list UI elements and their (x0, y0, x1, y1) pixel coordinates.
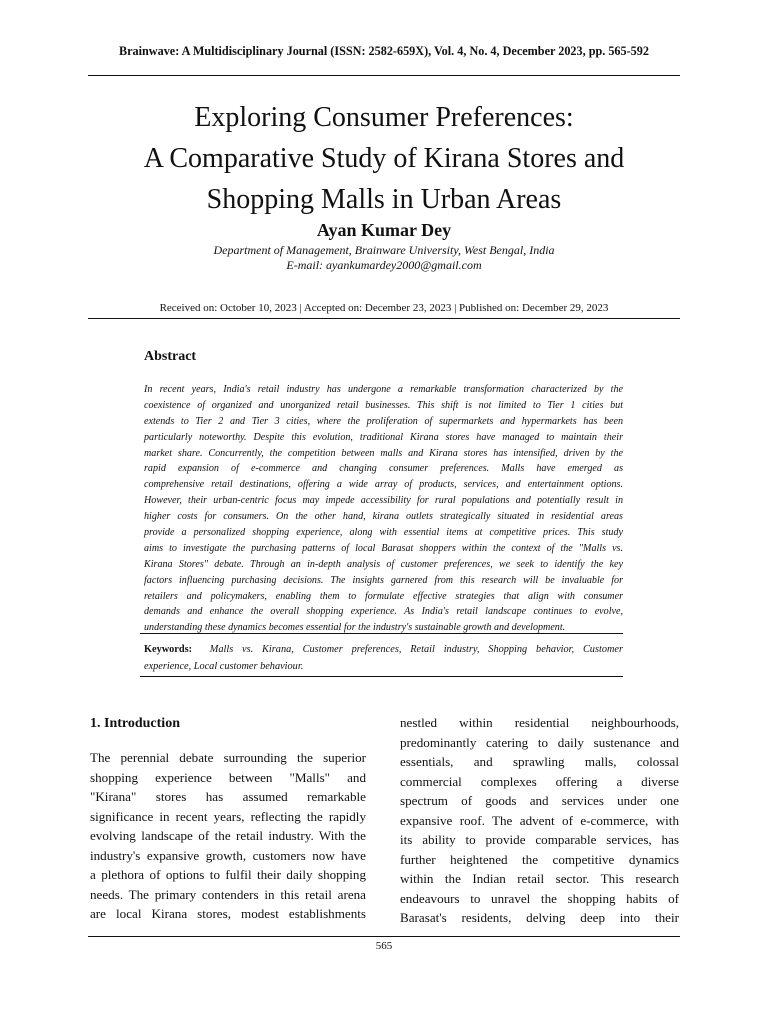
author-name: Ayan Kumar Dey (316, 220, 452, 240)
journal-header: Brainwave: A Multidisciplinary Journal (ISSN: 2582-659X), Vol. 4, No. 4, December 2023, pp. 565-592 (119, 44, 649, 58)
title-line: A Comparative Study of Kirana Stores and (143, 143, 625, 174)
abstract-line: understanding these dynamics becomes essential for the industry's sustainable growth and development. (144, 622, 566, 634)
affiliation-text: Department of Management, Brainware University, West Bengal, India (213, 243, 555, 257)
footer-rule (88, 936, 680, 937)
keywords-line (144, 641, 623, 658)
paper-title (60, 97, 708, 220)
body-line: needs. The primary contenders in this retail arena (90, 886, 366, 902)
publication-dates: Received on: October 10, 2023 | Accepted on: December 23, 2023 | Published on: December 29, 2023 (159, 302, 609, 314)
body-line: Barasat's residents, delving deep into their (400, 910, 679, 925)
keywords-text: Malls vs. Kirana, Customer preferences, Retail industry, Shopping behavior, Customer (209, 644, 623, 655)
body-line: are local Kirana stores, modest establishments (90, 906, 366, 921)
abstract-line: aims to investigate the purchasing patterns of local Barasat shoppers within the context of the "Malls vs. (144, 542, 623, 554)
abstract-line: However, their urban-centric focus may impede accessibility for rural populations and potentially result in (144, 495, 623, 507)
section-heading: 1. Introduction (90, 716, 180, 731)
dates-rule (88, 318, 680, 319)
keywords-block (144, 641, 623, 675)
title-line: Exploring Consumer Preferences: (194, 102, 574, 133)
body-line: shopping experience between "Malls" and (90, 769, 366, 785)
body-column-left (90, 748, 366, 924)
body-line: further heightened the competitive dynamics (400, 851, 679, 867)
body-line: "Kirana" stores has assumed remarkable (90, 789, 366, 804)
body-line: The perennial debate surrounding the superior (90, 750, 366, 765)
header-rule (88, 75, 680, 76)
keywords-label: Keywords: (144, 644, 193, 655)
abstract-line: Kirana Stores" debate. Through an in-depth analysis of customer preferences, we seek to identify the key (144, 558, 623, 570)
body-line: significance in recent years, reflecting the rapidly (90, 808, 366, 824)
abstract-line: factors influencing purchasing decisions. The insights garnered from this research will be invaluable for (144, 574, 623, 586)
body-line: evolving landscape of the retail industry. With the (90, 828, 366, 843)
keywords-top-rule (140, 633, 623, 634)
body-line: predominantly catering to daily sustenance and (400, 734, 679, 750)
abstract-line: rapid expansion of e-commerce and changing consumer preferences. Malls have emerged as (144, 463, 623, 475)
abstract-line: coexistence of organized and unorganized retail businesses. This shift is not limited to Tier 1 cities but (144, 399, 623, 411)
title-line: Shopping Malls in Urban Areas (206, 184, 562, 215)
body-column-right (400, 713, 679, 928)
body-line: commercial complexes offering a diverse (400, 773, 679, 789)
body-line: a plethora of options to fulfil their daily shopping (90, 867, 366, 882)
author-email: E-mail: ayankumardey2000@gmail.com (286, 258, 482, 272)
abstract-line: demands and enhance the overall shopping experience. As India's retail landscape continues to evolve, (144, 606, 623, 618)
abstract-line: In recent years, India's retail industry has undergone a remarkable transformation characterized by the (144, 384, 623, 395)
abstract-heading: Abstract (144, 349, 197, 364)
body-line: its ability to provide comparable services, has (400, 832, 679, 847)
author-affiliation (88, 243, 680, 273)
abstract-line: comprehensive retail destinations, offering a wide array of products, services, and entertainment options. (144, 479, 623, 491)
abstract-line: extends to Tier 2 and Tier 3 cities, where the proliferation of supermarkets and hypermarkets has been (144, 415, 623, 427)
body-line: endeavours to unravel the shopping habits of (400, 890, 679, 906)
body-line: expansive roof. The advent of e-commerce, with (400, 812, 679, 828)
keywords-bottom-rule (140, 676, 623, 677)
body-line: nestled within residential neighbourhoods, (400, 715, 679, 730)
abstract-line: retailers and policymakers, enabling them to formulate effective strategies that align with consumer (144, 590, 623, 602)
abstract-line: higher costs for consumers. On the other hand, kirana outlets strategically situated in residential areas (144, 511, 623, 523)
abstract-body (144, 382, 623, 636)
body-line: within the Indian retail sector. This research (400, 871, 679, 886)
body-line: industry's expansive growth, customers now have (90, 847, 366, 863)
body-line: spectrum of goods and services under one (400, 793, 679, 808)
page-number: 565 (375, 940, 393, 952)
abstract-line: provide a personalized shopping experience, along with essential items at competitive prices. This study (144, 527, 623, 539)
abstract-line: particularly noteworthy. Despite this evolution, traditional Kirana stores have managed to maintain their (144, 431, 623, 443)
body-line: essentials, and sprawling malls, colossal (400, 754, 679, 769)
keywords-line: experience, Local customer behaviour. (144, 661, 304, 672)
abstract-line: market share. Concurrently, the competition between malls and Kirana stores has intensified, driven by the (144, 447, 623, 459)
